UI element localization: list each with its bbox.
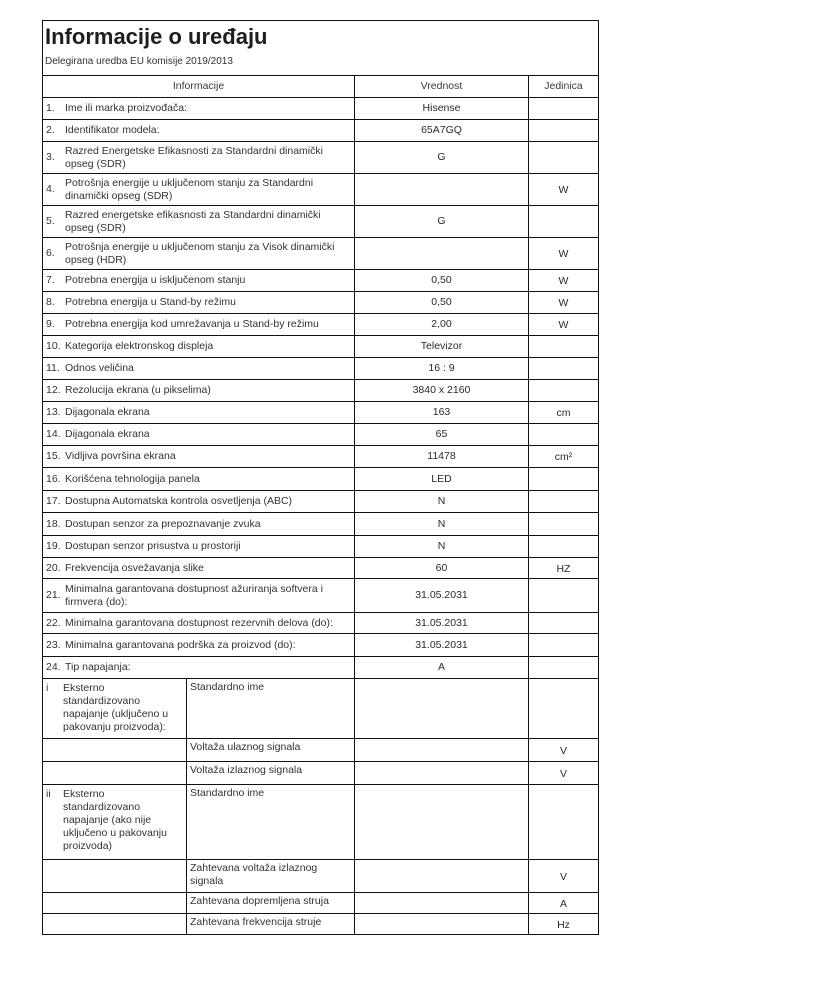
page-title: Informacije o uređaju [45, 24, 268, 49]
row-number: 10. [46, 340, 61, 352]
sub-label-cell: Standardno ime [187, 785, 355, 860]
unit-cell [529, 491, 599, 513]
row-label: Dostupan senzor za prepoznavanje zvuka [65, 517, 261, 530]
power-supply-marker: i [46, 682, 49, 694]
page-subtitle: Delegirana uredba EU komisije 2019/2013 [45, 56, 233, 67]
row-number: 14. [46, 428, 61, 440]
value-cell [355, 860, 529, 893]
table-row [43, 98, 599, 120]
info-cell [43, 380, 355, 402]
table-row [43, 238, 599, 270]
info-cell [43, 292, 355, 314]
table-row [43, 491, 599, 513]
table-row [43, 380, 599, 402]
unit-cell [529, 513, 599, 536]
value-cell [355, 679, 529, 739]
row-label: Dijagonala ekrana [65, 428, 150, 440]
power-supply-marker: ii [46, 788, 51, 800]
sub-label-cell: Zahtevana frekvencija struje [187, 914, 355, 935]
info-cell [43, 98, 355, 120]
row-number: 19. [46, 540, 61, 552]
value-cell [355, 762, 529, 785]
table-row [43, 292, 599, 314]
power-supply-row [43, 860, 599, 893]
row-number: 5. [46, 215, 55, 227]
value-cell: 31.05.2031 [355, 634, 529, 657]
info-cell [43, 579, 355, 613]
empty-cell [43, 860, 187, 893]
unit-cell [529, 468, 599, 491]
value-cell [355, 914, 529, 935]
unit-cell [529, 657, 599, 679]
value-cell: 163 [355, 402, 529, 424]
sub-label-cell: Standardno ime [187, 679, 355, 739]
info-cell [43, 424, 355, 446]
row-number: 6. [46, 247, 55, 259]
value-cell: G [355, 142, 529, 174]
row-label: Identifikator modela: [65, 124, 160, 136]
unit-cell [529, 380, 599, 402]
value-cell [355, 739, 529, 762]
value-cell: 65A7GQ [355, 120, 529, 142]
unit-cell: HZ [529, 558, 599, 579]
power-supply-row [43, 762, 599, 785]
empty-cell [43, 893, 187, 914]
row-label: Minimalna garantovana dostupnost rezervnih delova (do): [65, 616, 333, 629]
value-cell: 16 : 9 [355, 358, 529, 380]
info-cell [43, 402, 355, 424]
value-cell: 11478 [355, 446, 529, 468]
unit-cell: cm [529, 402, 599, 424]
unit-cell [529, 613, 599, 634]
row-label: Rezolucija ekrana (u pikselima) [65, 384, 211, 396]
info-cell [43, 491, 355, 513]
row-number: 24. [46, 661, 61, 673]
value-cell [355, 238, 529, 270]
sub-label-cell: Voltaža izlaznog signala [187, 762, 355, 785]
unit-cell [529, 536, 599, 558]
row-label: Dostupna Automatska kontrola osvetljenja (ABC) [65, 495, 293, 507]
info-cell [43, 468, 355, 491]
info-cell [43, 314, 355, 336]
table-row [43, 402, 599, 424]
row-number: 3. [46, 151, 55, 163]
power-supply-row [43, 739, 599, 762]
value-cell: 0,50 [355, 270, 529, 292]
info-cell [43, 358, 355, 380]
unit-cell [529, 634, 599, 657]
unit-cell: W [529, 174, 599, 206]
row-label: Dijagonala ekrana [65, 406, 150, 418]
row-label: Tip napajanja: [65, 661, 131, 673]
value-cell: 60 [355, 558, 529, 579]
title-row [43, 21, 599, 76]
power-supply-label: Eksterno standardizovano napajanje (uključeno u pakovanju proizvoda): [63, 682, 169, 733]
value-cell: G [355, 206, 529, 238]
value-cell: N [355, 536, 529, 558]
row-label: Vidljiva površina ekrana [65, 450, 176, 462]
table-row [43, 468, 599, 491]
info-cell [43, 336, 355, 358]
value-cell: Televizor [355, 336, 529, 358]
unit-cell [529, 358, 599, 380]
row-label: Potrebna energija u Stand-by režimu [65, 296, 237, 308]
row-number: 16. [46, 472, 61, 485]
row-number: 11. [46, 362, 60, 374]
table-row [43, 424, 599, 446]
unit-cell: W [529, 270, 599, 292]
row-label: Korišćena tehnologija panela [65, 472, 200, 485]
unit-cell: cm² [529, 446, 599, 468]
sub-label-cell: Voltaža ulaznog signala [187, 739, 355, 762]
power-supply-row [43, 679, 599, 739]
row-number: 12. [46, 384, 61, 396]
table-row [43, 536, 599, 558]
column-header-value: Vrednost [355, 76, 529, 98]
unit-cell [529, 424, 599, 446]
empty-cell [43, 914, 187, 935]
table-row [43, 174, 599, 206]
row-label: Potrošnja energije u uključenom stanju za Visok dinamički opseg (HDR) [65, 240, 335, 266]
info-cell [43, 120, 355, 142]
column-header-row [43, 76, 599, 98]
title-block [43, 21, 599, 76]
column-header-unit: Jedinica [529, 76, 599, 98]
value-cell: 3840 x 2160 [355, 380, 529, 402]
info-cell [43, 558, 355, 579]
unit-cell: V [529, 739, 599, 762]
power-supply-row [43, 785, 599, 860]
table-row [43, 142, 599, 174]
row-number: 22. [46, 616, 61, 629]
table-row [43, 558, 599, 579]
row-number: 1. [46, 102, 55, 114]
table-row [43, 579, 599, 613]
unit-cell [529, 120, 599, 142]
info-cell [43, 238, 355, 270]
info-cell [43, 142, 355, 174]
device-info-table [42, 20, 599, 935]
info-cell [43, 536, 355, 558]
table-row [43, 314, 599, 336]
power-supply-type-cell [43, 785, 187, 860]
value-cell: LED [355, 468, 529, 491]
info-cell [43, 174, 355, 206]
value-cell: 2,00 [355, 314, 529, 336]
unit-cell: V [529, 860, 599, 893]
table-row [43, 358, 599, 380]
unit-cell [529, 336, 599, 358]
row-number: 4. [46, 183, 55, 195]
row-label: Odnos veličina [65, 362, 134, 374]
unit-cell: W [529, 292, 599, 314]
row-label: Dostupan senzor prisustva u prostoriji [65, 540, 241, 552]
row-label: Minimalna garantovana podrška za proizvod (do): [65, 638, 296, 651]
device-info-sheet [42, 20, 598, 935]
row-number: 20. [46, 561, 61, 574]
table-row [43, 120, 599, 142]
power-supply-type-cell [43, 679, 187, 739]
unit-cell [529, 679, 599, 739]
unit-cell [529, 98, 599, 120]
sub-label-cell: Zahtevana voltaža izlaznog signala [187, 860, 355, 893]
value-cell: A [355, 657, 529, 679]
row-number: 18. [46, 517, 61, 530]
empty-cell [43, 762, 187, 785]
row-label: Razred energetske efikasnosti za Standardni dinamički opseg (SDR) [65, 208, 321, 234]
row-number: 2. [46, 124, 55, 136]
info-cell [43, 446, 355, 468]
row-number: 13. [46, 406, 61, 418]
unit-cell [529, 579, 599, 613]
value-cell [355, 785, 529, 860]
sub-label-cell: Zahtevana dopremljena struja [187, 893, 355, 914]
info-cell [43, 613, 355, 634]
column-header-info: Informacije [43, 76, 355, 98]
row-label: Ime ili marka proizvođača: [65, 102, 187, 114]
table-row [43, 206, 599, 238]
unit-cell [529, 785, 599, 860]
unit-cell: V [529, 762, 599, 785]
row-label: Potrošnja energije u uključenom stanju za Standardni dinamički opseg (SDR) [65, 176, 314, 202]
value-cell: 31.05.2031 [355, 613, 529, 634]
table-row [43, 446, 599, 468]
value-cell: 0,50 [355, 292, 529, 314]
power-supply-label: Eksterno standardizovano napajanje (ako nije uključeno u pakovanju proizvoda) [63, 788, 167, 852]
unit-cell [529, 206, 599, 238]
row-number: 8. [46, 296, 55, 308]
table-row [43, 613, 599, 634]
info-cell [43, 634, 355, 657]
info-cell [43, 657, 355, 679]
power-supply-row [43, 914, 599, 935]
value-cell [355, 174, 529, 206]
unit-cell: Hz [529, 914, 599, 935]
row-number: 9. [46, 318, 55, 330]
table-row [43, 270, 599, 292]
power-supply-row [43, 893, 599, 914]
table-row [43, 634, 599, 657]
value-cell: 65 [355, 424, 529, 446]
unit-cell: W [529, 314, 599, 336]
table-row [43, 657, 599, 679]
value-cell: 31.05.2031 [355, 579, 529, 613]
empty-cell [43, 739, 187, 762]
value-cell: N [355, 491, 529, 513]
unit-cell: W [529, 238, 599, 270]
row-label: Frekvencija osvežavanja slike [65, 561, 204, 574]
value-cell [355, 893, 529, 914]
table-row [43, 513, 599, 536]
value-cell: Hisense [355, 98, 529, 120]
row-label: Razred Energetske Efikasnosti za Standardni dinamički opseg (SDR) [65, 144, 323, 170]
row-number: 7. [46, 274, 55, 286]
row-label: Kategorija elektronskog displeja [65, 340, 214, 352]
unit-cell: A [529, 893, 599, 914]
info-cell [43, 270, 355, 292]
row-label: Minimalna garantovana dostupnost ažuriranja softvera i firmvera (do): [65, 582, 323, 608]
row-number: 15. [46, 450, 61, 462]
info-cell [43, 513, 355, 536]
info-cell [43, 206, 355, 238]
row-number: 21. [46, 589, 61, 601]
row-number: 17. [46, 495, 61, 507]
row-label: Potrebna energija u isključenom stanju [65, 274, 246, 286]
unit-cell [529, 142, 599, 174]
row-number: 23. [46, 638, 61, 651]
value-cell: N [355, 513, 529, 536]
table-row [43, 336, 599, 358]
row-label: Potrebna energija kod umrežavanja u Stand-by režimu [65, 318, 319, 330]
